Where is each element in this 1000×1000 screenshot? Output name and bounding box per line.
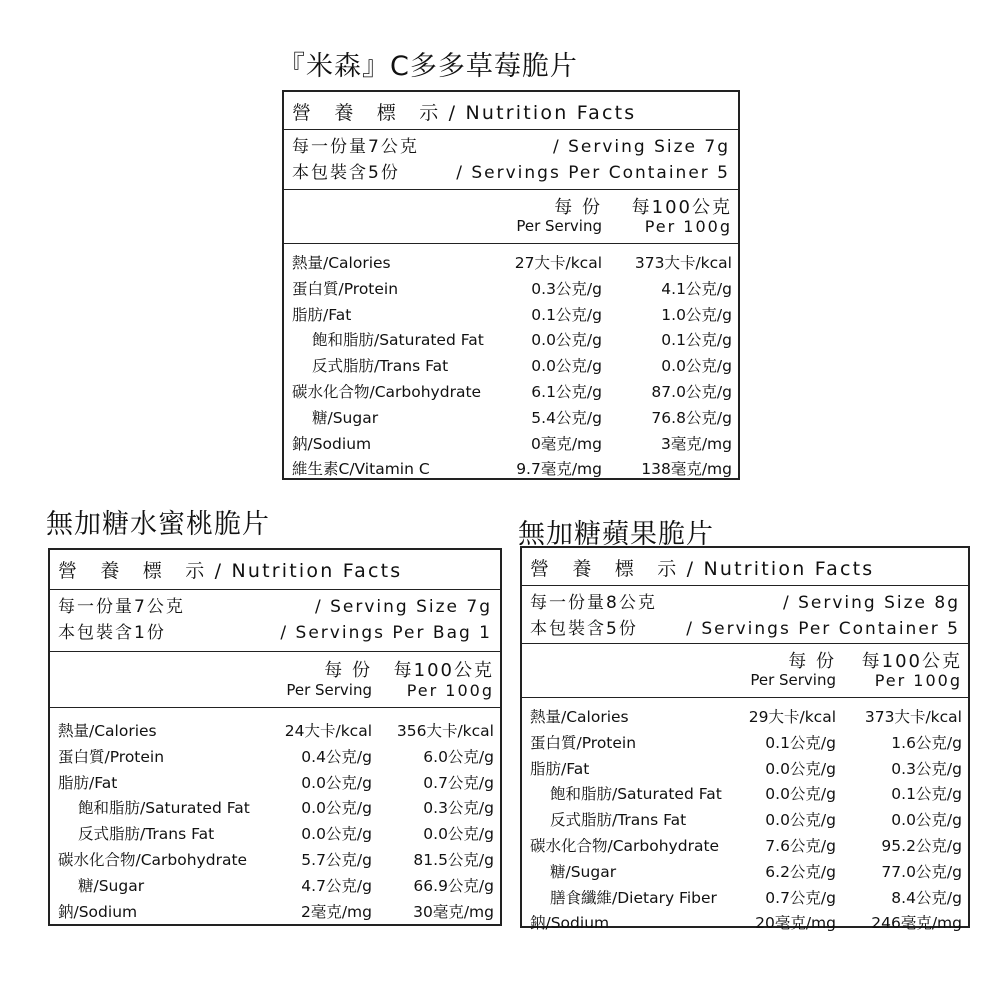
panel2-col1-zh: 每 份 [324, 660, 372, 681]
table-row: 反式脂肪/Trans Fat 0.0公克/g 0.0公克/g [78, 825, 494, 844]
panel2-servings-en: / Servings Per Bag 1 [280, 623, 492, 643]
panel3-col1-zh: 每 份 [788, 651, 836, 672]
panel1-title: 『米森』C多多草莓脆片 [278, 51, 578, 82]
table-row: 糖/Sugar 4.7公克/g 66.9公克/g [78, 876, 494, 895]
table-row: 碳水化合物/Carbohydrate 5.7公克/g 81.5公克/g [58, 850, 494, 869]
panel3-serving-info [522, 586, 968, 644]
panel2-servings-zh: 本包裝含1份 [58, 623, 166, 643]
panel3-servings-zh: 本包裝含5份 [530, 619, 638, 639]
panel3-nutrient-rows [522, 698, 968, 937]
table-row: 碳水化合物/Carbohydrate 6.1公克/g 87.0公克/g [292, 382, 732, 401]
table-row: 鈉/Sodium 20毫克/mg 246毫克/mg [530, 914, 962, 933]
table-row: 脂肪/Fat 0.1公克/g 1.0公克/g [292, 305, 732, 324]
panel1-column-header [284, 190, 738, 244]
panel3-col2-zh: 每100公克 [861, 651, 962, 672]
table-row: 鈉/Sodium 2毫克/mg 30毫克/mg [58, 902, 494, 921]
panel2-header: 營 養 標 示 / Nutrition Facts [50, 550, 500, 590]
panel1-servings-zh: 本包裝含5份 [292, 163, 400, 183]
table-row: 蛋白質/Protein 0.4公克/g 6.0公克/g [58, 747, 494, 766]
panel1-col1-zh: 每 份 [554, 197, 602, 218]
table-row: 糖/Sugar 5.4公克/g 76.8公克/g [312, 408, 732, 427]
table-row: 碳水化合物/Carbohydrate 7.6公克/g 95.2公克/g [530, 836, 962, 855]
panel2-col2-en: Per 100g [406, 681, 494, 700]
table-row: 蛋白質/Protein 0.3公克/g 4.1公克/g [292, 279, 732, 298]
table-row: 熱量/Calories 29大卡/kcal 373大卡/kcal [530, 708, 962, 726]
panel2-title: 無加糖水蜜桃脆片 [46, 509, 270, 540]
panel3-serving-size-zh: 每一份量8公克 [530, 593, 657, 613]
table-row: 飽和脂肪/Saturated Fat 0.0公克/g 0.1公克/g [312, 331, 732, 350]
panel1-serving-info [284, 130, 738, 190]
table-row: 維生素C/Vitamin C 9.7毫克/mg 138毫克/mg [292, 460, 732, 479]
panel1-servings-en: / Servings Per Container 5 [456, 163, 730, 183]
table-row: 脂肪/Fat 0.0公克/g 0.7公克/g [58, 773, 494, 792]
panel3-header: 營 養 標 示 / Nutrition Facts [522, 548, 968, 586]
table-row: 膳食纖維/Dietary Fiber 0.7公克/g 8.4公克/g [550, 888, 962, 907]
panel1-col1-en: Per Serving [516, 217, 602, 235]
panel2-column-header [50, 652, 500, 708]
table-row: 鈉/Sodium 0毫克/mg 3毫克/mg [292, 434, 732, 453]
panel1-nutrition-table [282, 90, 740, 480]
table-row: 熱量/Calories 24大卡/kcal 356大卡/kcal [58, 722, 494, 740]
table-row: 熱量/Calories 27大卡/kcal 373大卡/kcal [292, 254, 732, 272]
table-row: 脂肪/Fat 0.0公克/g 0.3公克/g [530, 759, 962, 778]
panel1-col2-en: Per 100g [644, 217, 732, 236]
panel1-serving-size-zh: 每一份量7公克 [292, 137, 419, 157]
table-row: 反式脂肪/Trans Fat 0.0公克/g 0.0公克/g [550, 811, 962, 830]
panel3-servings-en: / Servings Per Container 5 [686, 619, 960, 639]
panel1-nutrient-rows [284, 244, 738, 483]
panel3-col1-en: Per Serving [750, 671, 836, 689]
panel3-serving-size-en: / Serving Size 8g [782, 593, 960, 613]
table-row: 糖/Sugar 6.2公克/g 77.0公克/g [550, 862, 962, 881]
table-row: 飽和脂肪/Saturated Fat 0.0公克/g 0.3公克/g [78, 799, 494, 818]
panel3-col2-en: Per 100g [874, 671, 962, 690]
panel2-nutrition-table [48, 548, 502, 926]
panel2-serving-size-zh: 每一份量7公克 [58, 597, 185, 617]
table-row: 反式脂肪/Trans Fat 0.0公克/g 0.0公克/g [312, 357, 732, 376]
panel1-col2-zh: 每100公克 [631, 197, 732, 218]
panel1-serving-size-en: / Serving Size 7g [552, 137, 730, 157]
panel2-col2-zh: 每100公克 [393, 660, 494, 681]
panel2-nutrient-rows [50, 708, 500, 925]
table-row: 飽和脂肪/Saturated Fat 0.0公克/g 0.1公克/g [550, 785, 962, 804]
panel3-nutrition-table [520, 546, 970, 933]
table-row: 蛋白質/Protein 0.1公克/g 1.6公克/g [530, 733, 962, 752]
panel2-serving-info [50, 590, 500, 652]
panel2-serving-size-en: / Serving Size 7g [314, 597, 492, 617]
panel2-col1-en: Per Serving [286, 681, 372, 699]
panel3-title: 無加糖蘋果脆片 [518, 519, 714, 550]
panel1-header: 營 養 標 示 / Nutrition Facts [284, 92, 738, 130]
panel3-column-header [522, 644, 968, 698]
